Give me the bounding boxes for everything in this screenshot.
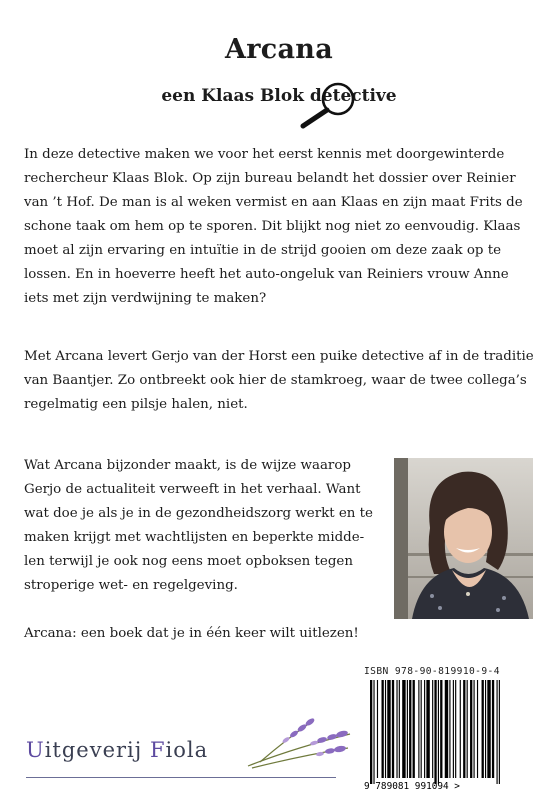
publisher-underline — [26, 777, 336, 778]
book-title: Arcana — [224, 34, 334, 65]
isbn-label: ISBN 978-90-819910-9-4 — [364, 666, 500, 677]
blurb-paragraph-2: Met Arcana levert Gerjo van der Horst een puike detective af in de traditie van Baantjer. Zo ontbreekt ook hier de stamkroeg, waar de twee collega’s regelmatig een pilsje halen, niet. — [24, 349, 534, 412]
publisher-initial-f: F — [149, 738, 166, 762]
blurb-paragraph-3: Wat Arcana bijzonder maakt, is de wijze waarop Gerjo de actualiteit verweeft in het verhaal. Want wat doe je als je in de gezondheidszorg werkt en te maken krijgt met wachtlijsten en beperkte middelen terwijl je ook nog eens moet opboksen tegen stroperige wet- en regelgeving. — [24, 458, 373, 593]
book-subtitle: een Klaas Blok detective — [161, 86, 397, 106]
publisher-initial-u: U — [26, 738, 45, 762]
magnifying-glass-icon — [297, 80, 377, 130]
blurb-paragraph-4: Arcana: een boek dat je in één keer wilt uitlezen! — [24, 626, 359, 641]
author-photo — [394, 458, 533, 619]
barcode-digits: 9 789081 991094 > — [364, 781, 460, 792]
publisher-logo — [26, 738, 208, 762]
barcode — [364, 680, 510, 792]
publisher-name-part-2: iola — [165, 738, 209, 762]
blurb-paragraph-1: In deze detective maken we voor het eerst kennis met doorgewinterde rechercheur Klaas Blok. Op zijn bureau belandt het dossier over Reinier van ’t Hof. De man is al weken vermist en aan Klaas en zijn maat Frits de schone taak om hem op te sporen. Dit blijkt nog niet zo eenvoudig. Klaas moet al zijn ervaring en intuïtie in de strijd gooien om deze zaak op te lossen. En in hoeverre heeft het auto-ongeluk van Reiniers vrouw Anne iets met zijn verdwijning te maken? — [24, 147, 523, 306]
publisher-name-part-1: itgeverij — [44, 738, 150, 762]
lavender-illustration — [244, 712, 354, 770]
